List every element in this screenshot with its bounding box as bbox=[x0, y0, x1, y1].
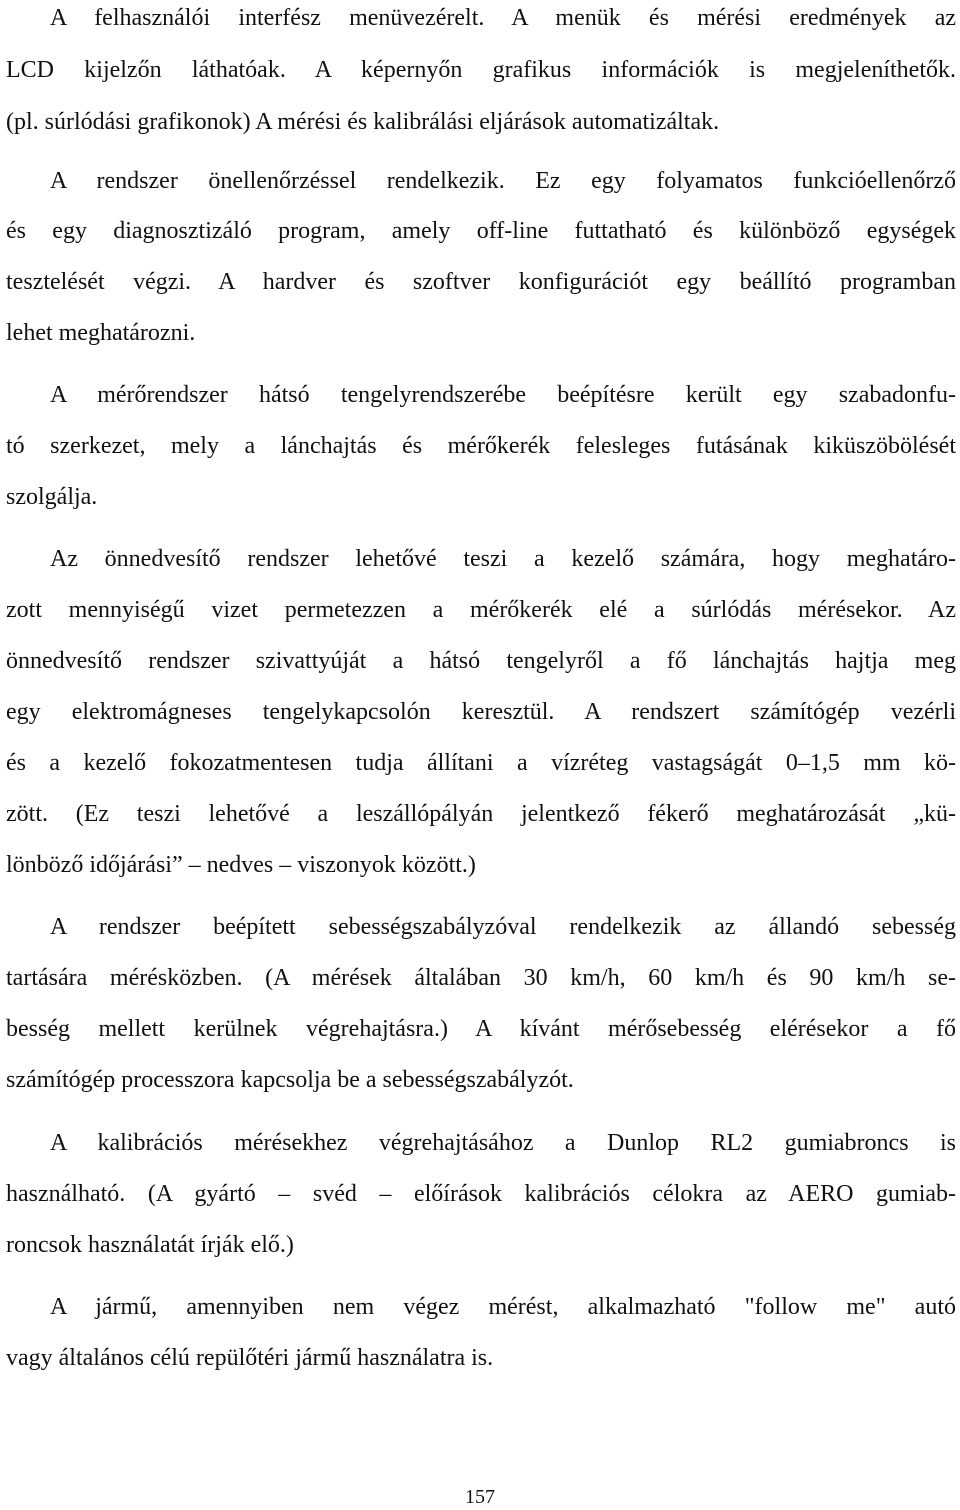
page-number: 157 bbox=[465, 1486, 495, 1508]
text-line: A jármű, amennyiben nem végez mérést, alkalmazható "follow me" autó bbox=[50, 1294, 956, 1320]
text-line: önnedvesítő rendszer szivattyúját a hátsó tengelyről a fő lánchajtás hajtja meg bbox=[6, 648, 956, 674]
text-line: besség mellett kerülnek végrehajtásra.) A kívánt mérősebesség elérésekor a fő bbox=[6, 1016, 956, 1042]
text-line: roncsok használatát írják elő.) bbox=[6, 1232, 294, 1258]
text-line: és a kezelő fokozatmentesen tudja állítani a vízréteg vastagságát 0–1,5 mm kö- bbox=[6, 750, 956, 776]
text-line: tartására mérésközben. (A mérések általában 30 km/h, 60 km/h és 90 km/h se- bbox=[6, 965, 956, 991]
text-line: A mérőrendszer hátsó tengelyrendszerébe beépítésre került egy szabadonfu- bbox=[50, 382, 956, 408]
text-line: A rendszer beépített sebességszabályzóval rendelkezik az állandó sebesség bbox=[50, 914, 956, 940]
text-line: A rendszer önellenőrzéssel rendelkezik. Ez egy folyamatos funkcióellenőrző bbox=[50, 168, 956, 194]
text-line: A kalibrációs mérésekhez végrehajtásához a Dunlop RL2 gumiabroncs is bbox=[50, 1130, 956, 1156]
text-line: számítógép processzora kapcsolja be a sebességszabályzót. bbox=[6, 1067, 574, 1093]
text-line: A felhasználói interfész menüvezérelt. A menük és mérési eredmények az bbox=[50, 5, 956, 31]
text-line: LCD kijelzőn láthatóak. A képernyőn grafikus információk is megjeleníthetők. bbox=[6, 57, 956, 83]
text-line: lehet meghatározni. bbox=[6, 320, 196, 346]
text-line: tesztelését végzi. A hardver és szoftver konfigurációt egy beállító programban bbox=[6, 269, 956, 295]
text-line: (pl. súrlódási grafikonok) A mérési és kalibrálási eljárások automatizáltak. bbox=[6, 109, 720, 135]
text-line: használható. (A gyártó – svéd – előírások kalibrációs célokra az AERO gumiab- bbox=[6, 1181, 956, 1207]
text-line: Az önnedvesítő rendszer lehetővé teszi a kezelő számára, hogy meghatáro- bbox=[50, 546, 956, 572]
text-line: vagy általános célú repülőtéri jármű használatra is. bbox=[6, 1345, 494, 1371]
text-line: és egy diagnosztizáló program, amely off-line futtatható és különböző egységek bbox=[6, 218, 956, 244]
text-line: zott mennyiségű vizet permetezzen a mérőkerék elé a súrlódás mérésekor. Az bbox=[6, 597, 956, 623]
text-line: zött. (Ez teszi lehetővé a leszállópályán jelentkező fékerő meghatározását „kü- bbox=[6, 801, 956, 827]
text-line: tó szerkezet, mely a lánchajtás és mérőkerék felesleges futásának kiküszöbölését bbox=[6, 433, 956, 459]
text-line: egy elektromágneses tengelykapcsolón keresztül. A rendszert számítógép vezérli bbox=[6, 699, 956, 725]
text-line: szolgálja. bbox=[6, 484, 98, 510]
text-line: lönböző időjárási” – nedves – viszonyok között.) bbox=[6, 852, 476, 878]
